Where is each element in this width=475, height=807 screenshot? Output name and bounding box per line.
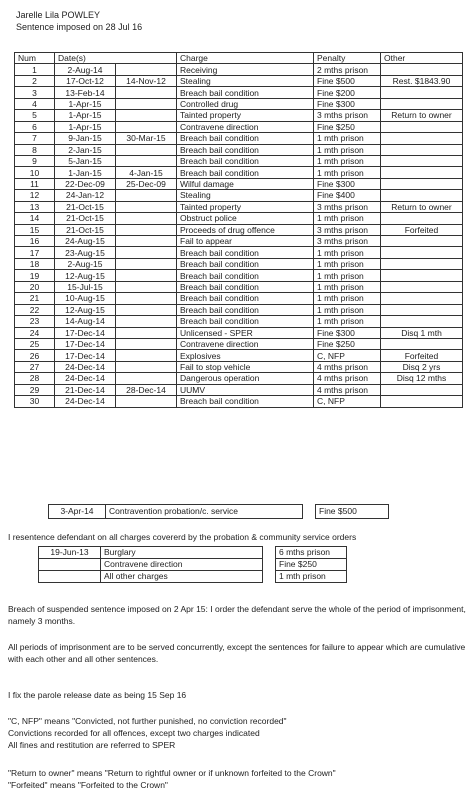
row-penalty: Fine $200 <box>314 87 381 98</box>
row-num: 8 <box>15 144 55 155</box>
row-other: Forfeited <box>381 224 463 235</box>
header-charge: Charge <box>177 53 314 64</box>
row-penalty: Fine $250 <box>314 338 381 349</box>
resentence-date <box>39 571 101 583</box>
header-other: Other <box>381 53 463 64</box>
row-date-to <box>116 144 177 155</box>
table-row <box>15 361 463 372</box>
row-date-from: 21-Dec-14 <box>55 384 116 395</box>
row-charge: Breach bail condition <box>177 144 314 155</box>
forfeited-definition: "Forfeited" means "Forfeited to the Crown" <box>8 780 168 790</box>
row-other: Disq 2 yrs <box>381 361 463 372</box>
table-row <box>15 201 463 212</box>
row-num: 30 <box>15 396 55 407</box>
table-row <box>15 213 463 224</box>
row-date-to <box>116 373 177 384</box>
row-num: 20 <box>15 281 55 292</box>
row-date-from: 24-Dec-14 <box>55 373 116 384</box>
resentence-charge: Burglary <box>101 547 263 559</box>
row-other: Forfeited <box>381 350 463 361</box>
table-row <box>15 350 463 361</box>
row-charge: Breach bail condition <box>177 281 314 292</box>
row-charge: Unlicensed - SPER <box>177 327 314 338</box>
row-penalty: Fine $300 <box>314 178 381 189</box>
table-row <box>15 338 463 349</box>
resentence-charge: All other charges <box>101 571 263 583</box>
resentence-table <box>38 546 347 583</box>
row-date-from: 21-Oct-15 <box>55 224 116 235</box>
row-date-from: 24-Aug-15 <box>55 236 116 247</box>
row-num: 28 <box>15 373 55 384</box>
row-penalty: 1 mth prison <box>314 316 381 327</box>
row-charge: Wilful damage <box>177 178 314 189</box>
row-penalty: C, NFP <box>314 350 381 361</box>
row-penalty: C, NFP <box>314 396 381 407</box>
table-row <box>15 75 463 86</box>
row-penalty: 3 mths prison <box>314 224 381 235</box>
row-other <box>381 178 463 189</box>
table-row <box>15 247 463 258</box>
resentence-row <box>39 547 347 559</box>
row-date-to <box>116 110 177 121</box>
row-date-to <box>116 258 177 269</box>
table-row <box>15 236 463 247</box>
table-row <box>15 270 463 281</box>
row-charge: Breach bail condition <box>177 270 314 281</box>
header-num: Num <box>15 53 55 64</box>
spacer <box>263 559 276 571</box>
row-num: 9 <box>15 155 55 166</box>
spacer <box>303 505 316 519</box>
row-charge: UUMV <box>177 384 314 395</box>
resentence-row <box>39 559 347 571</box>
row-num: 4 <box>15 98 55 109</box>
row-other <box>381 121 463 132</box>
row-charge: Contravene direction <box>177 338 314 349</box>
row-penalty: 3 mths prison <box>314 110 381 121</box>
table-row <box>15 144 463 155</box>
row-num: 23 <box>15 316 55 327</box>
table-row <box>15 64 463 75</box>
row-penalty: 1 mth prison <box>314 247 381 258</box>
suspended-sentence-para: Breach of suspended sentence imposed on 2 Apr 15: I order the defendant serve the whole of the period of imprisonment, namely 3 months. <box>8 604 466 626</box>
row-date-from: 1-Apr-15 <box>55 98 116 109</box>
concurrency-para: All periods of imprisonment are to be served concurrently, except the sentences for failure to appear which are cumulative with each other and all other sentences. <box>8 642 466 664</box>
row-date-from: 2-Aug-14 <box>55 64 116 75</box>
row-penalty: Fine $250 <box>314 121 381 132</box>
row-other <box>381 281 463 292</box>
row-date-to <box>116 350 177 361</box>
row-date-from: 1-Jan-15 <box>55 167 116 178</box>
row-date-from: 24-Jan-12 <box>55 190 116 201</box>
table-row <box>15 293 463 304</box>
row-other: Return to owner <box>381 201 463 212</box>
row-penalty: 1 mth prison <box>314 167 381 178</box>
row-num: 12 <box>15 190 55 201</box>
row-penalty: 4 mths prison <box>314 361 381 372</box>
row-num: 14 <box>15 213 55 224</box>
row-charge: Breach bail condition <box>177 258 314 269</box>
row-date-to <box>116 121 177 132</box>
table-row <box>15 396 463 407</box>
row-penalty: Fine $500 <box>314 75 381 86</box>
row-date-to <box>116 98 177 109</box>
row-num: 26 <box>15 350 55 361</box>
row-date-from: 17-Dec-14 <box>55 338 116 349</box>
row-other <box>381 213 463 224</box>
row-penalty: Fine $300 <box>314 327 381 338</box>
probation-table <box>48 504 389 519</box>
row-penalty: 3 mths prison <box>314 201 381 212</box>
row-penalty: 1 mth prison <box>314 293 381 304</box>
table-row <box>15 224 463 235</box>
row-date-to <box>116 224 177 235</box>
row-date-to <box>116 270 177 281</box>
table-row <box>15 121 463 132</box>
table-row <box>15 133 463 144</box>
row-penalty: Fine $400 <box>314 190 381 201</box>
row-other <box>381 247 463 258</box>
table-row <box>15 190 463 201</box>
row-num: 10 <box>15 167 55 178</box>
resentence-row <box>39 571 347 583</box>
row-num: 24 <box>15 327 55 338</box>
row-date-to <box>116 236 177 247</box>
row-charge: Tainted property <box>177 201 314 212</box>
table-row <box>15 373 463 384</box>
table-row <box>15 167 463 178</box>
row-num: 3 <box>15 87 55 98</box>
row-date-to: 30-Mar-15 <box>116 133 177 144</box>
probation-row <box>49 505 389 519</box>
sentence-date: Sentence imposed on 28 Jul 16 <box>16 22 143 32</box>
convictions-note: Convictions recorded for all offences, except two charges indicated <box>8 728 260 738</box>
probation-charge: Contravention probation/c. service <box>106 505 303 519</box>
row-date-from: 22-Dec-09 <box>55 178 116 189</box>
table-row <box>15 98 463 109</box>
row-date-from: 1-Apr-15 <box>55 121 116 132</box>
row-other <box>381 87 463 98</box>
row-other <box>381 236 463 247</box>
row-charge: Controlled drug <box>177 98 314 109</box>
resentence-date: 19-Jun-13 <box>39 547 101 559</box>
row-other <box>381 316 463 327</box>
row-num: 6 <box>15 121 55 132</box>
row-charge: Breach bail condition <box>177 396 314 407</box>
resentence-penalty: Fine $250 <box>276 559 347 571</box>
row-num: 2 <box>15 75 55 86</box>
row-num: 27 <box>15 361 55 372</box>
row-penalty: 1 mth prison <box>314 281 381 292</box>
row-penalty: 1 mth prison <box>314 133 381 144</box>
row-penalty: 1 mth prison <box>314 213 381 224</box>
row-num: 25 <box>15 338 55 349</box>
row-penalty: 1 mth prison <box>314 144 381 155</box>
header-dates: Date(s) <box>55 53 177 64</box>
row-date-to <box>116 155 177 166</box>
row-date-to: 25-Dec-09 <box>116 178 177 189</box>
defendant-name: Jarelle Lila POWLEY <box>16 10 101 20</box>
row-other <box>381 64 463 75</box>
row-date-from: 24-Dec-14 <box>55 361 116 372</box>
spacer <box>263 571 276 583</box>
resentence-charge: Contravene direction <box>101 559 263 571</box>
row-date-from: 17-Dec-14 <box>55 327 116 338</box>
row-date-to <box>116 201 177 212</box>
row-date-from: 1-Apr-15 <box>55 110 116 121</box>
row-date-to: 14-Nov-12 <box>116 75 177 86</box>
row-date-from: 24-Dec-14 <box>55 396 116 407</box>
row-date-to <box>116 361 177 372</box>
resentence-penalty: 1 mth prison <box>276 571 347 583</box>
row-charge: Fail to appear <box>177 236 314 247</box>
table-row <box>15 110 463 121</box>
row-charge: Proceeds of drug offence <box>177 224 314 235</box>
probation-penalty: Fine $500 <box>316 505 389 519</box>
header-penalty: Penalty <box>314 53 381 64</box>
table-row <box>15 258 463 269</box>
row-num: 1 <box>15 64 55 75</box>
row-other: Disq 1 mth <box>381 327 463 338</box>
row-date-to <box>116 338 177 349</box>
row-other <box>381 190 463 201</box>
row-penalty: 2 mths prison <box>314 64 381 75</box>
row-date-from: 9-Jan-15 <box>55 133 116 144</box>
row-date-from: 21-Oct-15 <box>55 201 116 212</box>
row-date-from: 12-Aug-15 <box>55 270 116 281</box>
row-penalty: 1 mth prison <box>314 270 381 281</box>
resentence-penalty: 6 mths prison <box>276 547 347 559</box>
row-penalty: 1 mth prison <box>314 155 381 166</box>
row-date-to <box>116 396 177 407</box>
row-date-from: 12-Aug-15 <box>55 304 116 315</box>
return-owner-definition: "Return to owner" means "Return to rightful owner or if unknown forfeited to the Crown" <box>8 768 336 778</box>
row-other <box>381 144 463 155</box>
row-date-to <box>116 316 177 327</box>
row-other: Return to owner <box>381 110 463 121</box>
row-date-to <box>116 64 177 75</box>
parole-para: I fix the parole release date as being 15 Sep 16 <box>8 690 187 700</box>
row-num: 21 <box>15 293 55 304</box>
cnfp-definition: "C, NFP" means "Convicted, not further punished, no conviction recorded" <box>8 716 287 726</box>
row-other <box>381 155 463 166</box>
row-other <box>381 293 463 304</box>
row-charge: Breach bail condition <box>177 293 314 304</box>
row-charge: Fail to stop vehicle <box>177 361 314 372</box>
row-other <box>381 384 463 395</box>
row-date-from: 21-Oct-15 <box>55 213 116 224</box>
table-row <box>15 87 463 98</box>
row-charge: Stealing <box>177 75 314 86</box>
row-num: 16 <box>15 236 55 247</box>
row-date-to <box>116 293 177 304</box>
row-other <box>381 258 463 269</box>
row-penalty: 3 mths prison <box>314 236 381 247</box>
row-charge: Breach bail condition <box>177 316 314 327</box>
row-charge: Breach bail condition <box>177 155 314 166</box>
sper-note: All fines and restitution are referred to SPER <box>8 740 176 750</box>
row-charge: Obstruct police <box>177 213 314 224</box>
table-row <box>15 384 463 395</box>
row-charge: Breach bail condition <box>177 247 314 258</box>
row-date-from: 14-Aug-14 <box>55 316 116 327</box>
table-row <box>15 281 463 292</box>
row-num: 18 <box>15 258 55 269</box>
table-row <box>15 316 463 327</box>
row-num: 11 <box>15 178 55 189</box>
row-num: 5 <box>15 110 55 121</box>
spacer <box>263 547 276 559</box>
row-penalty: Fine $300 <box>314 98 381 109</box>
row-date-to <box>116 213 177 224</box>
row-num: 22 <box>15 304 55 315</box>
row-other <box>381 270 463 281</box>
row-charge: Breach bail condition <box>177 87 314 98</box>
row-date-to <box>116 87 177 98</box>
row-date-from: 10-Aug-15 <box>55 293 116 304</box>
row-date-from: 5-Jan-15 <box>55 155 116 166</box>
row-charge: Breach bail condition <box>177 167 314 178</box>
probation-date: 3-Apr-14 <box>49 505 106 519</box>
row-charge: Stealing <box>177 190 314 201</box>
row-date-to: 28-Dec-14 <box>116 384 177 395</box>
row-penalty: 4 mths prison <box>314 384 381 395</box>
table-row <box>15 178 463 189</box>
row-other <box>381 98 463 109</box>
row-num: 7 <box>15 133 55 144</box>
row-date-to <box>116 304 177 315</box>
row-date-to <box>116 281 177 292</box>
resentence-intro: I resentence defendant on all charges covererd by the probation & community service orders <box>8 532 357 542</box>
row-other <box>381 338 463 349</box>
row-charge: Tainted property <box>177 110 314 121</box>
row-num: 19 <box>15 270 55 281</box>
row-charge: Breach bail condition <box>177 304 314 315</box>
row-date-from: 15-Jul-15 <box>55 281 116 292</box>
row-date-to <box>116 327 177 338</box>
table-header-row <box>15 53 463 64</box>
row-date-from: 17-Oct-12 <box>55 75 116 86</box>
resentence-date <box>39 559 101 571</box>
row-date-from: 13-Feb-14 <box>55 87 116 98</box>
row-charge: Dangerous operation <box>177 373 314 384</box>
row-date-from: 2-Aug-15 <box>55 258 116 269</box>
row-other <box>381 396 463 407</box>
row-other <box>381 167 463 178</box>
row-penalty: 1 mth prison <box>314 258 381 269</box>
row-other <box>381 133 463 144</box>
row-charge: Explosives <box>177 350 314 361</box>
row-date-from: 2-Jan-15 <box>55 144 116 155</box>
row-num: 15 <box>15 224 55 235</box>
table-row <box>15 155 463 166</box>
charges-table <box>14 52 463 408</box>
row-date-to <box>116 247 177 258</box>
table-row <box>15 304 463 315</box>
row-num: 13 <box>15 201 55 212</box>
table-row <box>15 327 463 338</box>
row-date-from: 23-Aug-15 <box>55 247 116 258</box>
row-date-to: 4-Jan-15 <box>116 167 177 178</box>
row-date-to <box>116 190 177 201</box>
row-penalty: 1 mth prison <box>314 304 381 315</box>
row-other: Rest. $1843.90 <box>381 75 463 86</box>
row-penalty: 4 mths prison <box>314 373 381 384</box>
row-other: Disq 12 mths <box>381 373 463 384</box>
row-num: 29 <box>15 384 55 395</box>
row-charge: Breach bail condition <box>177 133 314 144</box>
row-charge: Contravene direction <box>177 121 314 132</box>
row-charge: Receiving <box>177 64 314 75</box>
row-num: 17 <box>15 247 55 258</box>
row-date-from: 17-Dec-14 <box>55 350 116 361</box>
row-other <box>381 304 463 315</box>
